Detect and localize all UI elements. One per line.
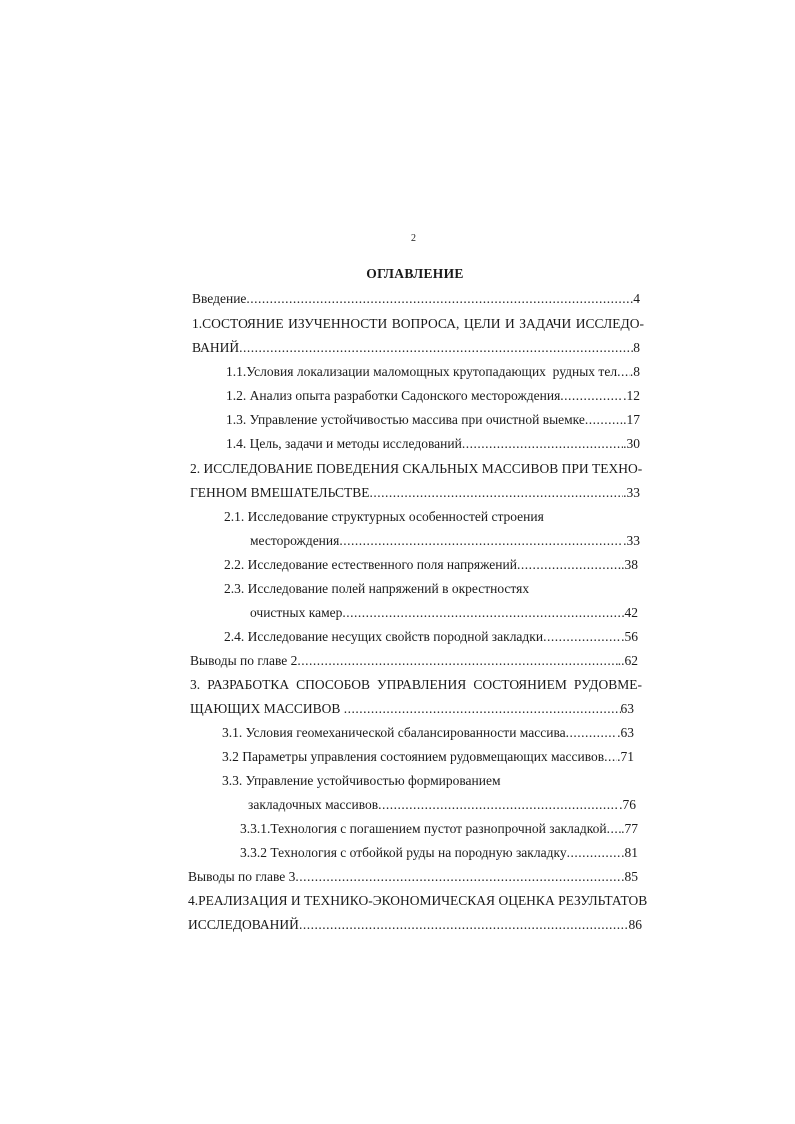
toc-entry-label: 2.2. Исследование естественного поля напряжений	[224, 557, 517, 572]
toc-entry-page: .85	[621, 869, 638, 884]
toc-entry-label: ЩАЮЩИХ МАССИВОВ	[190, 701, 344, 716]
leader-dots	[462, 435, 623, 453]
toc-entry-1-4[interactable]	[226, 435, 640, 453]
toc-chapter-2-line1[interactable]: 2. ИССЛЕДОВАНИЕ ПОВЕДЕНИЯ СКАЛЬНЫХ МАССИВОВ ПРИ ТЕХНО-	[190, 461, 643, 476]
toc-entry-page: .71	[617, 749, 634, 764]
page-number: 2	[411, 233, 416, 244]
toc-entry-2-1[interactable]	[250, 532, 640, 550]
toc-entry-3-2[interactable]	[222, 748, 634, 766]
toc-entry-label: 3.3.2 Технология с отбойкой руды на породную закладку	[240, 845, 567, 860]
toc-chapter-1-line1[interactable]: 1.СОСТОЯНИЕ ИЗУЧЕННОСТИ ВОПРОСА, ЦЕЛИ И ЗАДАЧИ ИССЛЕДО-	[192, 316, 644, 331]
toc-entry-conclusions-3[interactable]	[188, 868, 638, 886]
leader-dots	[607, 820, 622, 838]
leader-dots	[297, 652, 617, 670]
toc-entry-label: Выводы по главе 3	[188, 869, 296, 884]
toc-entry-2-1-line1[interactable]: 2.1. Исследование структурных особенностей строения	[224, 509, 544, 524]
toc-entry-label: Выводы по главе 2	[190, 653, 298, 668]
toc-entry-1-1[interactable]	[226, 363, 640, 381]
toc-entry-label: 1.2. Анализ опыта разработки Садонского месторождения	[226, 388, 561, 403]
toc-entry-ch1[interactable]	[192, 339, 640, 357]
toc-entry-label: Введение	[192, 291, 247, 306]
toc-entry-label: ИССЛЕДОВАНИЙ	[188, 917, 299, 932]
toc-chapter-4-line1[interactable]: 4.РЕАЛИЗАЦИЯ И ТЕХНИКО-ЭКОНОМИЧЕСКАЯ ОЦЕНКА РЕЗУЛЬТАТОВ	[188, 893, 648, 908]
leader-dots	[299, 916, 629, 934]
toc-entry-label: 3.2 Параметры управления состоянием рудовмещающих массивов	[222, 749, 605, 764]
toc-entry-label: 2.4. Исследование несущих свойств породной закладки	[224, 629, 544, 644]
leader-dots	[370, 484, 624, 502]
toc-entry-ch2[interactable]	[190, 484, 640, 502]
toc-entry-page: .33	[623, 485, 640, 500]
toc-entry-page: .30	[623, 436, 640, 451]
toc-entry-3-3-1[interactable]	[240, 820, 638, 838]
toc-entry-label: месторождения	[250, 533, 340, 548]
leader-dots	[378, 796, 619, 814]
leader-dots	[585, 411, 620, 429]
toc-entry-label: 3.3.1.Технология с погашением пустот разнопрочной закладкой	[240, 821, 607, 836]
toc-entry-3-3-line1[interactable]: 3.3. Управление устойчивостью формированием	[222, 773, 501, 788]
toc-entry-1-3[interactable]	[226, 411, 640, 429]
toc-entry-3-3-2[interactable]	[240, 844, 638, 862]
toc-entry-page: .33	[623, 533, 640, 548]
toc-title: ОГЛАВЛЕНИЕ	[366, 266, 464, 281]
toc-entry-1-2[interactable]	[226, 387, 640, 405]
toc-entry-page: 63	[620, 701, 634, 716]
toc-entry-page: .81	[621, 845, 638, 860]
toc-entry-page: .8	[629, 364, 640, 379]
leader-dots	[342, 604, 624, 622]
leader-dots	[246, 290, 633, 308]
toc-entry-label: ГЕННОМ ВМЕШАТЕЛЬСТВЕ	[190, 485, 370, 500]
toc-entry-page: 42	[624, 605, 638, 620]
toc-entry-label: очистных камер	[250, 605, 343, 620]
toc-entry-ch3[interactable]	[190, 700, 634, 718]
toc-entry-page: 8	[633, 340, 640, 355]
toc-entry-2-3-line1[interactable]: 2.3. Исследование полей напряжений в окрестностях	[224, 581, 530, 596]
leader-dots	[543, 628, 621, 646]
leader-dots	[617, 363, 630, 381]
leader-dots	[560, 387, 623, 405]
leader-dots	[517, 556, 621, 574]
leader-dots	[295, 868, 621, 886]
toc-entry-page: .76	[619, 797, 636, 812]
toc-entry-ch4[interactable]	[188, 916, 642, 934]
toc-entry-page: ..62	[617, 653, 638, 668]
toc-entry-label: закладочных массивов	[248, 797, 379, 812]
toc-entry-2-2[interactable]	[224, 556, 638, 574]
toc-entry-page: 4	[633, 291, 640, 306]
toc-entry-label: 3.1. Условия геомеханической сбалансированности массива	[222, 725, 566, 740]
leader-dots	[239, 339, 633, 357]
toc-entry-page: .63	[617, 725, 634, 740]
toc-entry-label: 1.4. Цель, задачи и методы исследований	[226, 436, 462, 451]
toc-entry-page: .56	[621, 629, 638, 644]
toc-entry-page: 86	[628, 917, 642, 932]
toc-entry-page: ..17	[619, 412, 640, 427]
toc-entry-page: .38	[621, 557, 638, 572]
toc-entry-3-3[interactable]	[248, 796, 636, 814]
leader-dots	[604, 748, 617, 766]
toc-entry-conclusions-2[interactable]	[190, 652, 638, 670]
leader-dots	[566, 724, 617, 742]
toc-entry-2-3[interactable]	[250, 604, 638, 622]
toc-entry-page: .77	[621, 821, 638, 836]
toc-entry-page: .12	[623, 388, 640, 403]
toc-entry-2-4[interactable]	[224, 628, 638, 646]
leader-dots	[567, 844, 622, 862]
toc-entry-intro[interactable]	[192, 290, 640, 308]
toc-entry-3-1[interactable]	[222, 724, 634, 742]
toc-entry-label: ВАНИЙ	[192, 340, 240, 355]
leader-dots	[339, 532, 623, 550]
toc-entry-label: 1.3. Управление устойчивостью массива при очистной выемке	[226, 412, 585, 427]
leader-dots	[344, 700, 621, 718]
toc-chapter-3-line1[interactable]: 3. РАЗРАБОТКА СПОСОБОВ УПРАВЛЕНИЯ СОСТОЯНИЕМ РУДОВМЕ-	[190, 677, 642, 692]
toc-entry-label: 1.1.Условия локализации маломощных крутопадающих рудных тел	[226, 364, 618, 379]
